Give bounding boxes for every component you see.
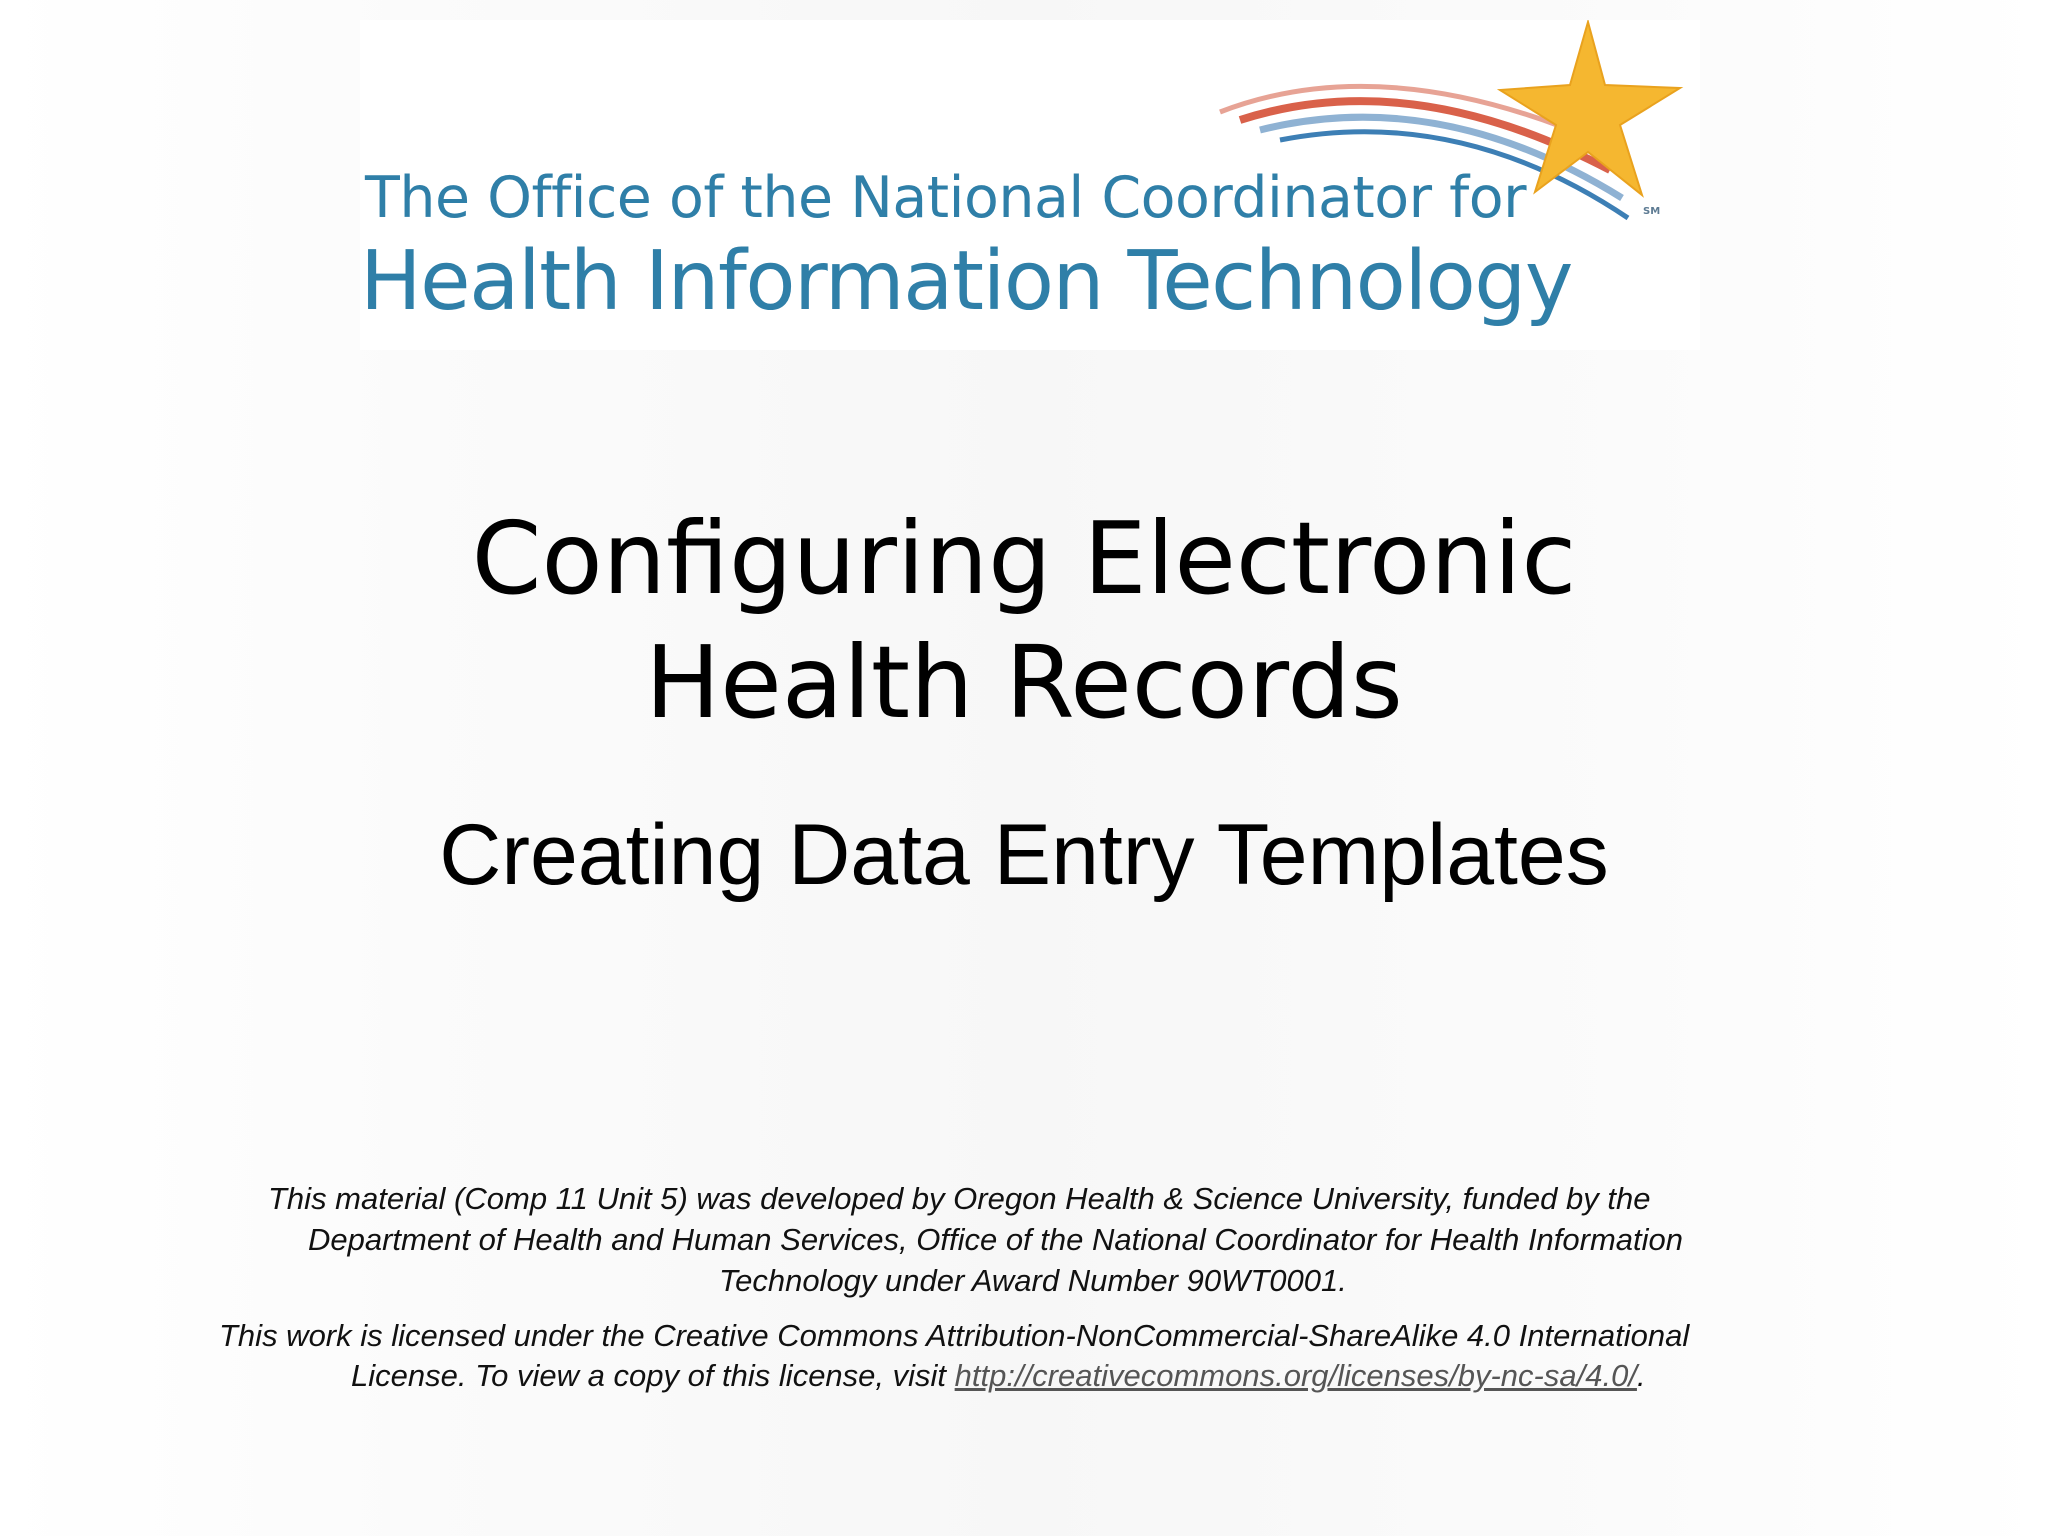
slide-title [0, 497, 2048, 745]
service-mark: SM [1643, 206, 1661, 217]
footer-p1-line3: Technology under Award Number 90WT0001. [719, 1263, 1347, 1298]
footer-p1-line1: This material (Comp 11 Unit 5) was developed by Oregon Health & Science University, funded by the [268, 1181, 1651, 1216]
title-line2: Health Records [645, 624, 1403, 741]
onc-logo [360, 20, 1700, 350]
footer-p2-line2-suffix: . [1636, 1358, 1646, 1393]
footer-p2-line2-prefix: License. To view a copy of this license, visit [351, 1358, 955, 1393]
logo-line1: The Office of the National Coordinator for [365, 165, 1527, 231]
title-line1: Configuring Electronic [471, 500, 1577, 617]
footer-p2-line1: This work is licensed under the Creative Commons Attribution-NonCommercial-ShareAlike 4.0 International [219, 1318, 1690, 1353]
footer-p1-line2: Department of Health and Human Services, Office of the National Coordinator for Health Information [308, 1222, 1684, 1257]
logo-line2: Health Information Technology [360, 234, 1572, 329]
license-link[interactable]: http://creativecommons.org/licenses/by-nc-sa/4.0/ [954, 1358, 1637, 1393]
footer-p2-line2 [351, 1358, 1646, 1394]
slide-subtitle: Creating Data Entry Templates [439, 807, 1609, 903]
